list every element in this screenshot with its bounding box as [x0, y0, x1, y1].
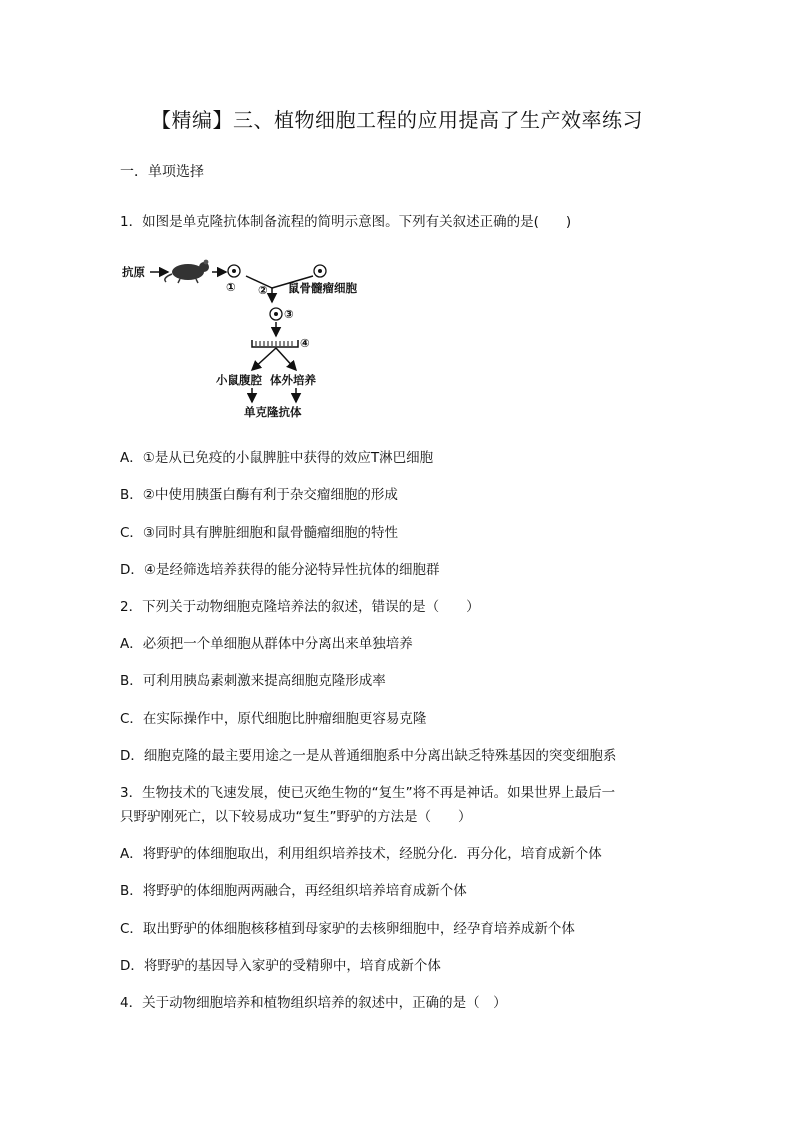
antibody-label: 单克隆抗体	[244, 405, 302, 419]
antigen-label: 抗原	[122, 265, 145, 279]
mouse-cavity-label: 小鼠腹腔	[216, 373, 262, 387]
section-heading: 一．单项选择	[120, 164, 204, 180]
monoclonal-antibody-diagram	[120, 252, 380, 428]
label-1: ①	[226, 280, 236, 294]
label-4: ④	[300, 336, 310, 350]
arrow-to-in-vitro	[276, 348, 296, 370]
question-2-stem: 2．下列关于动物细胞克隆培养法的叙述，错误的是（ ）	[120, 599, 480, 615]
question-1-option-d: D．④是经筛选培养获得的能分泌特异性抗体的细胞群	[120, 562, 440, 578]
hybridoma-cell-icon	[270, 308, 282, 320]
question-3-stem-line-2: 只野驴刚死亡，以下较易成功“复生”野驴的方法是（ ）	[120, 809, 472, 825]
culture-plate-icon	[252, 340, 298, 347]
question-4-stem: 4．关于动物细胞培养和植物组织培养的叙述中，正确的是（ ）	[120, 995, 507, 1011]
question-3-option-c: C．取出野驴的体细胞核移植到母家驴的去核卵细胞中，经孕育培养成新个体	[120, 921, 575, 937]
spleen-cell-icon	[228, 265, 240, 277]
question-2-option-b: B．可利用胰岛素刺激来提高细胞克隆形成率	[120, 673, 386, 689]
myeloma-label: 鼠骨髓瘤细胞	[288, 281, 357, 295]
mouse-icon	[165, 260, 209, 283]
label-3: ③	[284, 307, 294, 321]
arrow-to-mouse-cavity	[252, 348, 276, 370]
question-3-option-b: B．将野驴的体细胞两两融合，再经组织培养培育成新个体	[120, 883, 467, 899]
question-1-option-c: C．③同时具有脾脏细胞和鼠骨髓瘤细胞的特性	[120, 525, 399, 541]
question-3-stem-line-1: 3．生物技术的飞速发展，使已灭绝生物的“复生”将不再是神话。如果世界上最后一	[120, 785, 616, 801]
page-title: 【精编】三、植物细胞工程的应用提高了生产效率练习	[151, 108, 643, 132]
question-1-option-b: B．②中使用胰蛋白酶有利于杂交瘤细胞的形成	[120, 487, 398, 503]
myeloma-cell-icon	[314, 265, 326, 277]
question-2-option-a: A．必须把一个单细胞从群体中分离出来单独培养	[120, 636, 413, 652]
in-vitro-label: 体外培养	[270, 373, 316, 387]
question-1-option-a: A．①是从已免疫的小鼠脾脏中获得的效应T淋巴细胞	[120, 450, 434, 466]
question-3-option-a: A．将野驴的体细胞取出，利用组织培养技术，经脱分化．再分化，培育成新个体	[120, 846, 602, 862]
question-2-option-c: C．在实际操作中，原代细胞比肿瘤细胞更容易克隆	[120, 711, 427, 727]
question-1-stem: 1．如图是单克隆抗体制备流程的简明示意图。下列有关叙述正确的是( )	[120, 214, 572, 230]
question-2-option-d: D．细胞克隆的最主要用途之一是从普通细胞系中分离出缺乏特殊基因的突变细胞系	[120, 748, 617, 764]
label-2: ②	[258, 283, 268, 297]
question-3-option-d: D．将野驴的基因导入家驴的受精卵中，培育成新个体	[120, 958, 441, 974]
